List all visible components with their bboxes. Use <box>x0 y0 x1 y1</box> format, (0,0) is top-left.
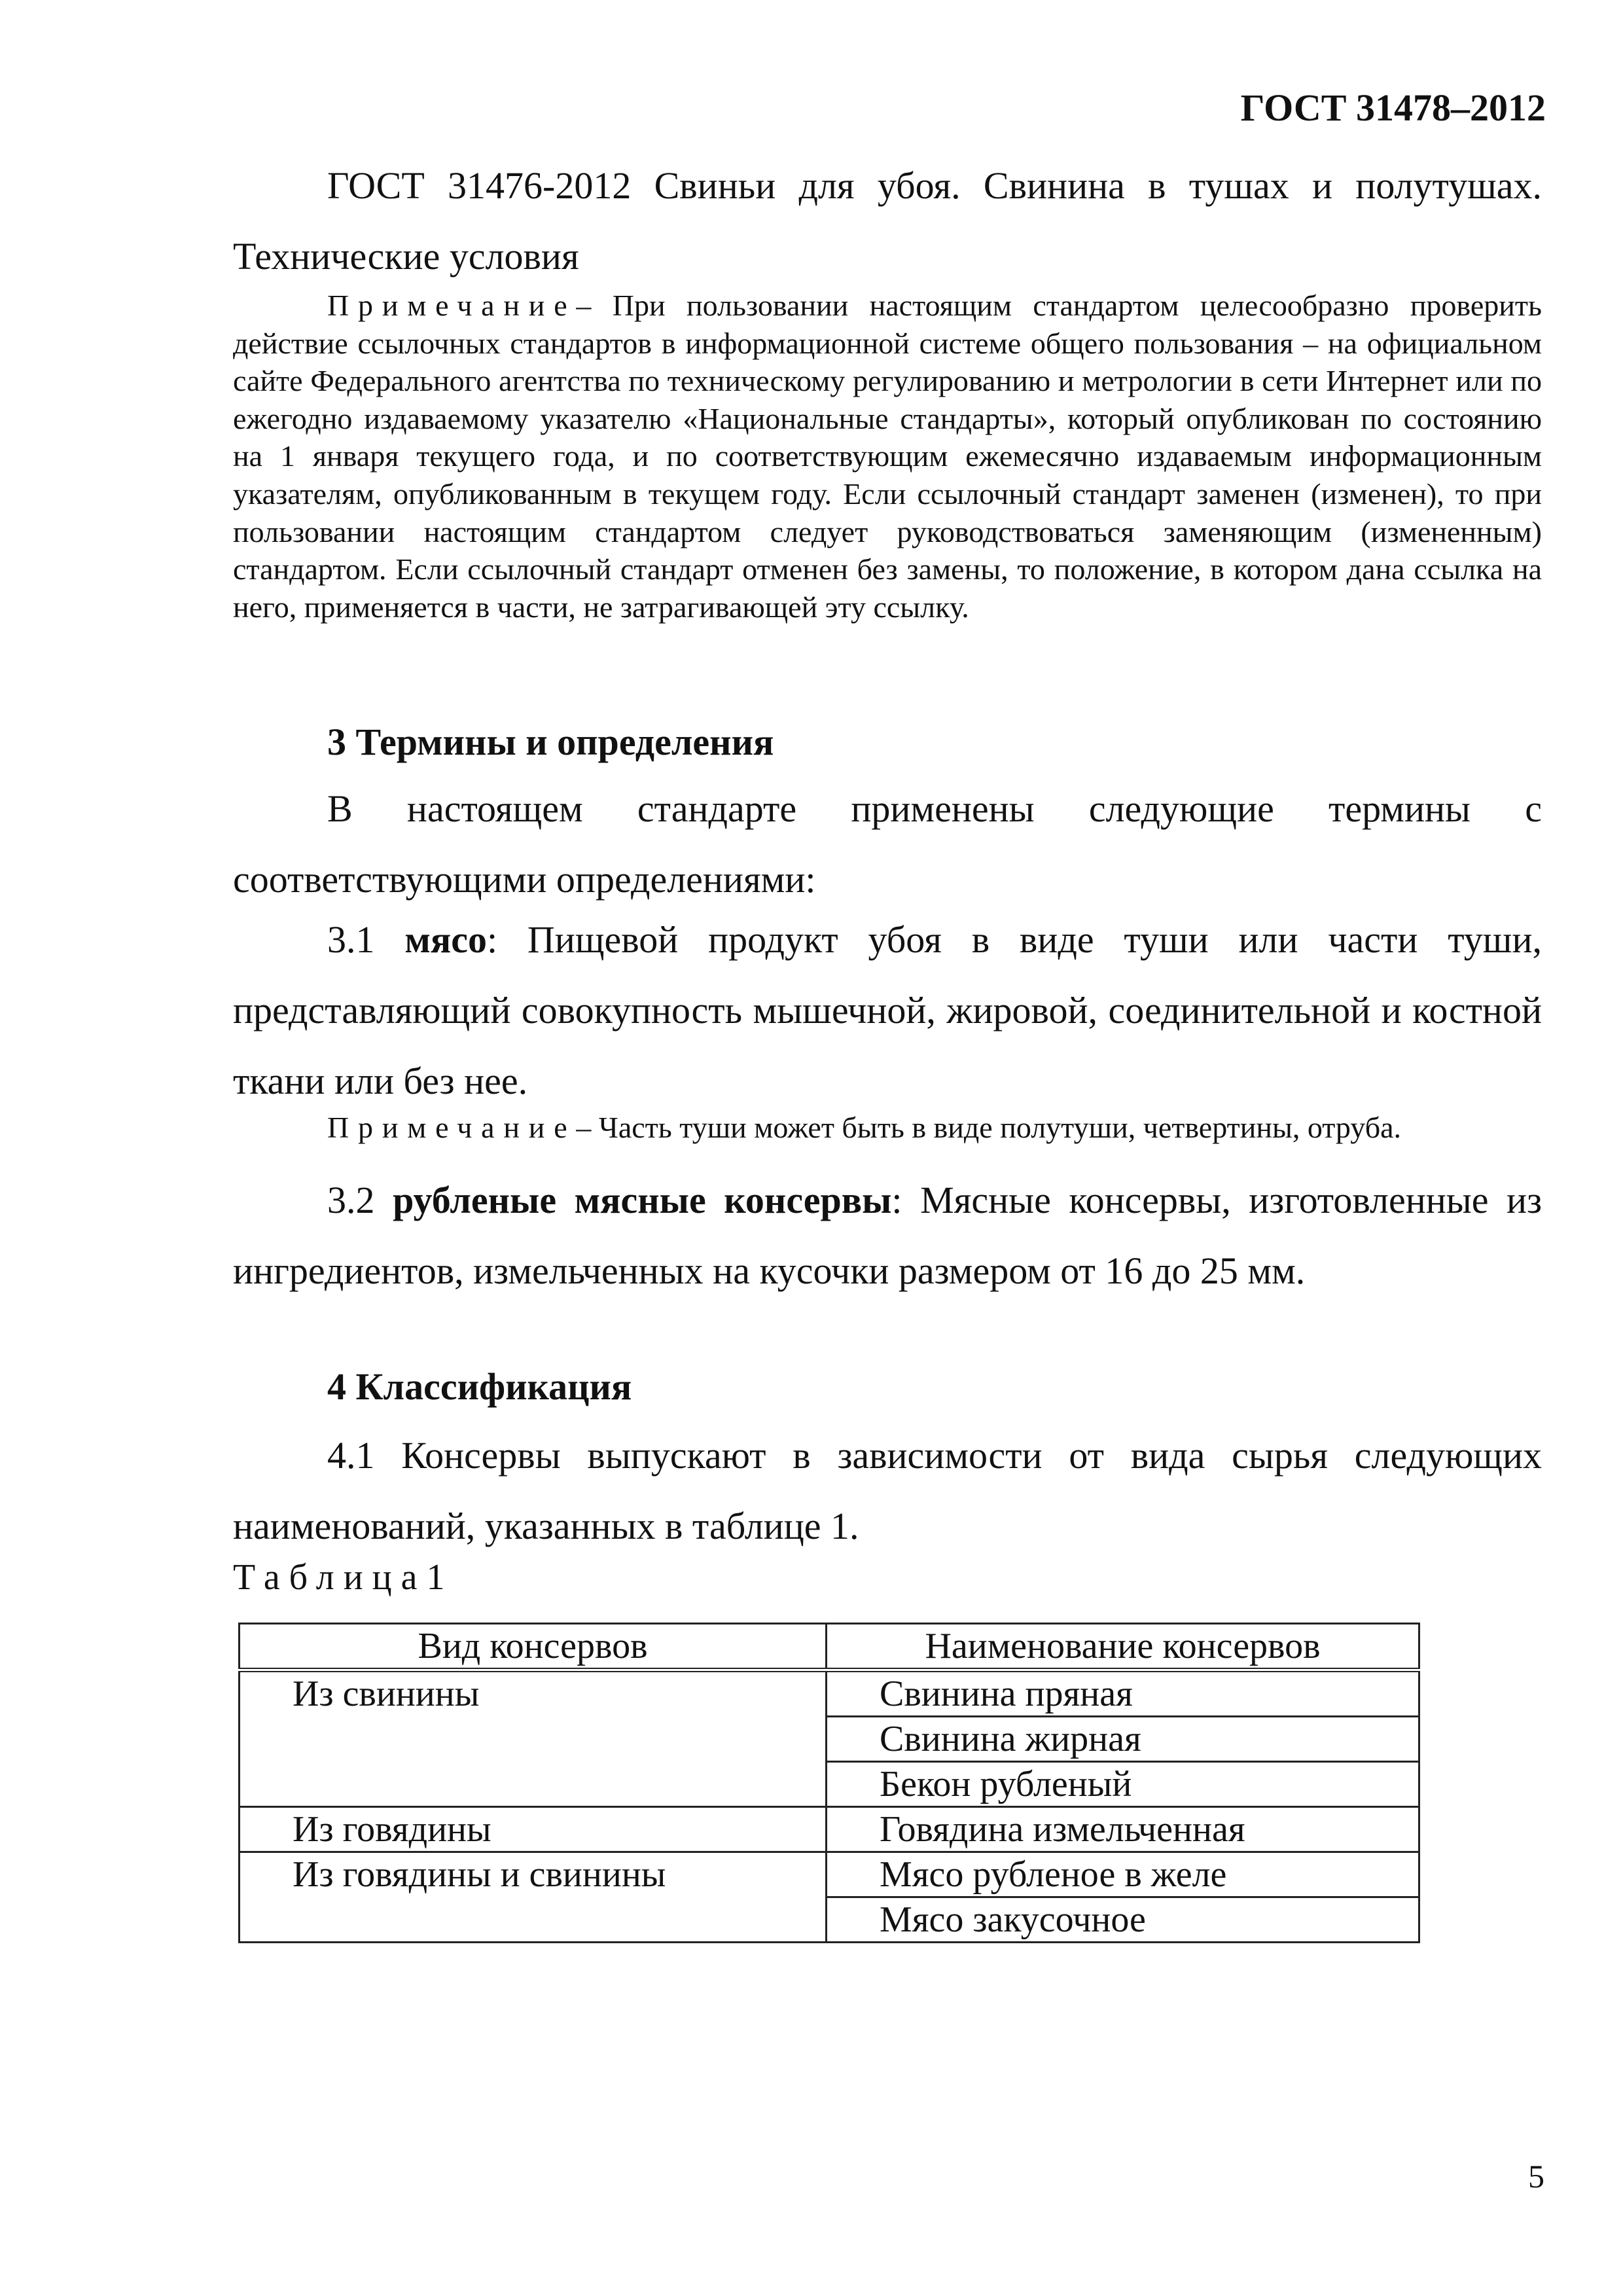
canned-name-cell: Мясо рубленое в желе <box>827 1852 1419 1897</box>
canned-name-cell: Говядина измельченная <box>827 1807 1419 1852</box>
canned-kind-cell: Из говядины и свинины <box>240 1852 827 1943</box>
note-text: – При пользовании настоящим стандартом целесообразно проверить действие ссылочных стандартов в информационной системе общего пользования – на официальном сайте Федерального агентства по техническому регулированию и метрологии в сети Интернет или по ежегодно издаваемому указателю «Национальные стандарты», который опубликован по состоянию на 1 января текущего года, и по соответствующим ежемесячно издаваемым информационным указателям, опубликованным в текущем году. Если ссылочный стандарт заменен (изменен), то при пользовании настоящим стандартом следует руководствоваться заменяющим (измененным) стандартом. Если ссылочный стандарт отменен без замены, то положение, в котором дана ссылка на него, применяется в части, не затрагивающей эту ссылку. <box>233 289 1542 624</box>
term-chopped-canned-meat <box>233 1165 1542 1306</box>
column-header: Вид консервов <box>240 1624 827 1670</box>
canned-kind-cell: Из свинины <box>240 1670 827 1807</box>
note-text: – Часть туши может быть в виде полутуши, четвертины, отруба. <box>576 1111 1402 1144</box>
note-label: Примечание <box>327 289 577 322</box>
term-number: 3.1 <box>327 918 375 961</box>
term-definition: : Пищевой продукт убоя в виде туши или части туши, представляющий совокупность мышечной, жировой, соединительной и костной ткани или без нее. <box>233 918 1542 1102</box>
section-3-intro: В настоящем стандарте применены следующие термины с соответствующими определениями: <box>233 787 1542 901</box>
column-header: Наименование консервов <box>827 1624 1419 1670</box>
term-definition: : Мясные консервы, изготовленные из ингредиентов, измельченных на кусочки размером от 16 до 25 мм. <box>233 1179 1542 1292</box>
section-4-title: 4 Классификация <box>327 1365 632 1408</box>
canned-kind-cell: Из говядины <box>240 1807 827 1852</box>
document-code: ГОСТ 31478–2012 <box>1240 86 1546 129</box>
term-number: 3.2 <box>327 1179 375 1221</box>
table-row <box>240 1852 1419 1897</box>
reference-note <box>233 287 1542 626</box>
canned-name-cell: Свинина жирная <box>827 1717 1419 1762</box>
table-caption: Таблица1 <box>233 1557 454 1598</box>
table-row <box>240 1670 1419 1717</box>
section-4-paragraph: 4.1 Консервы выпускают в зависимости от вида сырья следующих наименований, указанных в таблице 1. <box>233 1434 1542 1547</box>
normative-reference: ГОСТ 31476-2012 Свиньи для убоя. Свинина в тушах и полутушах. Технические условия <box>233 164 1542 278</box>
canned-name-cell: Мясо закусочное <box>827 1897 1419 1943</box>
note-label: Примечание <box>327 1111 577 1144</box>
table-header-row <box>240 1624 1419 1670</box>
term-name: мясо <box>404 918 487 961</box>
term-meat <box>233 905 1542 1117</box>
section-3-title: 3 Термины и определения <box>327 721 774 763</box>
page-number: 5 <box>1528 2158 1544 2195</box>
canned-goods-table <box>238 1623 1420 1943</box>
canned-name-cell: Свинина пряная <box>827 1670 1419 1717</box>
canned-name-cell: Бекон рубленый <box>827 1762 1419 1807</box>
term-note <box>327 1113 1401 1143</box>
table-row <box>240 1807 1419 1852</box>
term-name: рубленые мясные консервы <box>393 1179 892 1221</box>
